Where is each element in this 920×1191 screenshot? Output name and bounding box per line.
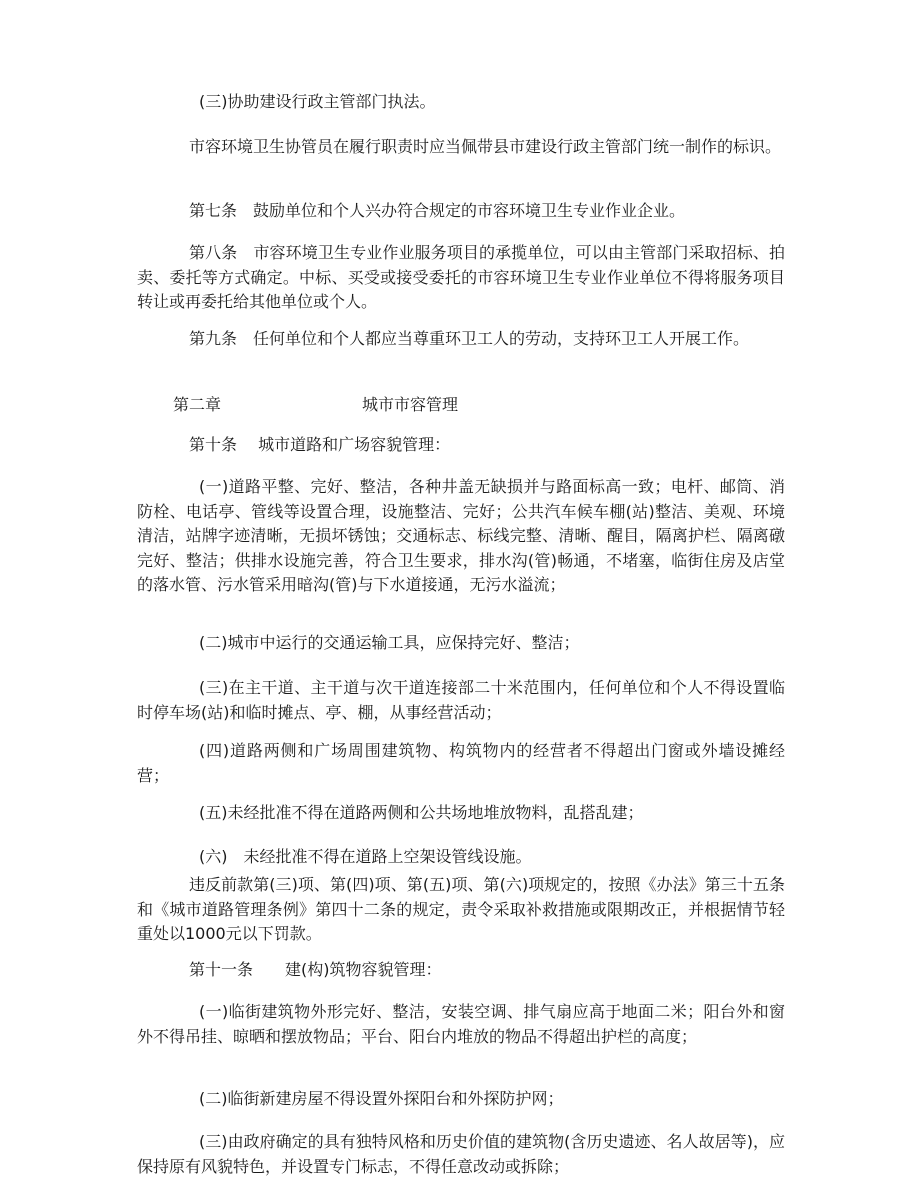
article-10-item-4: (四)道路两侧和广场周围建筑物、构筑物内的经营者不得超出门窗或外墙设摊经营； bbox=[137, 741, 785, 785]
paragraph-assistant-badge: 市容环境卫生协管员在履行职责时应当佩带县市建设行政主管部门统一制作的标识。 bbox=[189, 137, 782, 156]
article-8: 第八条 市容环境卫生专业作业服务项目的承揽单位，可以由主管部门采取招标、拍卖、委托等方式确定。中标、买受或接受委托的市容环境卫生专业作业单位不得将服务项目转让或再委托给其他单位或个人。 bbox=[137, 243, 785, 311]
article-7: 第七条 鼓励单位和个人兴办符合规定的市容环境卫生专业作业企业。 bbox=[189, 201, 686, 220]
article-10-penalty: 违反前款第(三)项、第(四)项、第(五)项、第(六)项规定的，按照《办法》第三十五条和《城市道路管理条例》第四十二条的规定，责令采取补救措施或限期改正，并根据情节轻重处以1000元以下罚款。 bbox=[137, 875, 785, 943]
article-9: 第九条 任何单位和个人都应当尊重环卫工人的劳动，支持环卫工人开展工作。 bbox=[189, 329, 750, 348]
article-11-item-1: (一)临街建筑物外形完好、整洁，安装空调、排气扇应高于地面二米；阳台外和窗外不得吊挂、晾晒和摆放物品；平台、阳台内堆放的物品不得超出护栏的高度； bbox=[137, 1002, 785, 1046]
article-10-item-2: (二)城市中运行的交通运输工具，应保持完好、整洁； bbox=[199, 633, 580, 652]
chapter-title: 城市市容管理 bbox=[362, 395, 459, 414]
article-11-item-2: (二)临街新建房屋不得设置外探阳台和外探防护网； bbox=[199, 1089, 564, 1108]
article-10-heading: 第十条 城市道路和广场容貌管理： bbox=[189, 435, 451, 454]
article-11-item-3: (三)由政府确定的具有独特风格和历史价值的建筑物(含历史遗迹、名人故居等)，应保持原有风貌特色，并设置专门标志，不得任意改动或拆除； bbox=[137, 1132, 785, 1176]
paragraph-assist-enforcement: (三)协助建设行政主管部门执法。 bbox=[199, 92, 436, 111]
chapter-number: 第二章 bbox=[173, 395, 222, 414]
article-10-item-3: (三)在主干道、主干道与次干道连接部二十米范围内，任何单位和个人不得设置临时停车场(站)和临时摊点、亭、棚，从事经营活动； bbox=[137, 678, 785, 722]
article-10-item-5: (五)未经批准不得在道路两侧和公共场地堆放物料，乱搭乱建； bbox=[199, 803, 644, 822]
article-10-item-6: (六) 未经批准不得在道路上空架设管线设施。 bbox=[199, 847, 532, 866]
article-10-item-1: (一)道路平整、完好、整洁，各种井盖无缺损并与路面标高一致；电杆、邮筒、消防栓、电话亭、管线等设置合理，设施整洁、完好；公共汽车候车棚(站)整洁、美观、环境清洁，站牌字迹清晰，无损坏锈蚀；交通标志、标线完整、清晰、醒目，隔离护栏、隔离礅完好、整洁；供排水设施完善，符合卫生要求，排水沟(管)畅通，不堵塞，临街住房及店堂的落水管、污水管采用暗沟(管)与下水道接通，无污水溢流； bbox=[137, 477, 785, 594]
article-11-heading: 第十一条 建(构)筑物容貌管理： bbox=[189, 960, 442, 979]
